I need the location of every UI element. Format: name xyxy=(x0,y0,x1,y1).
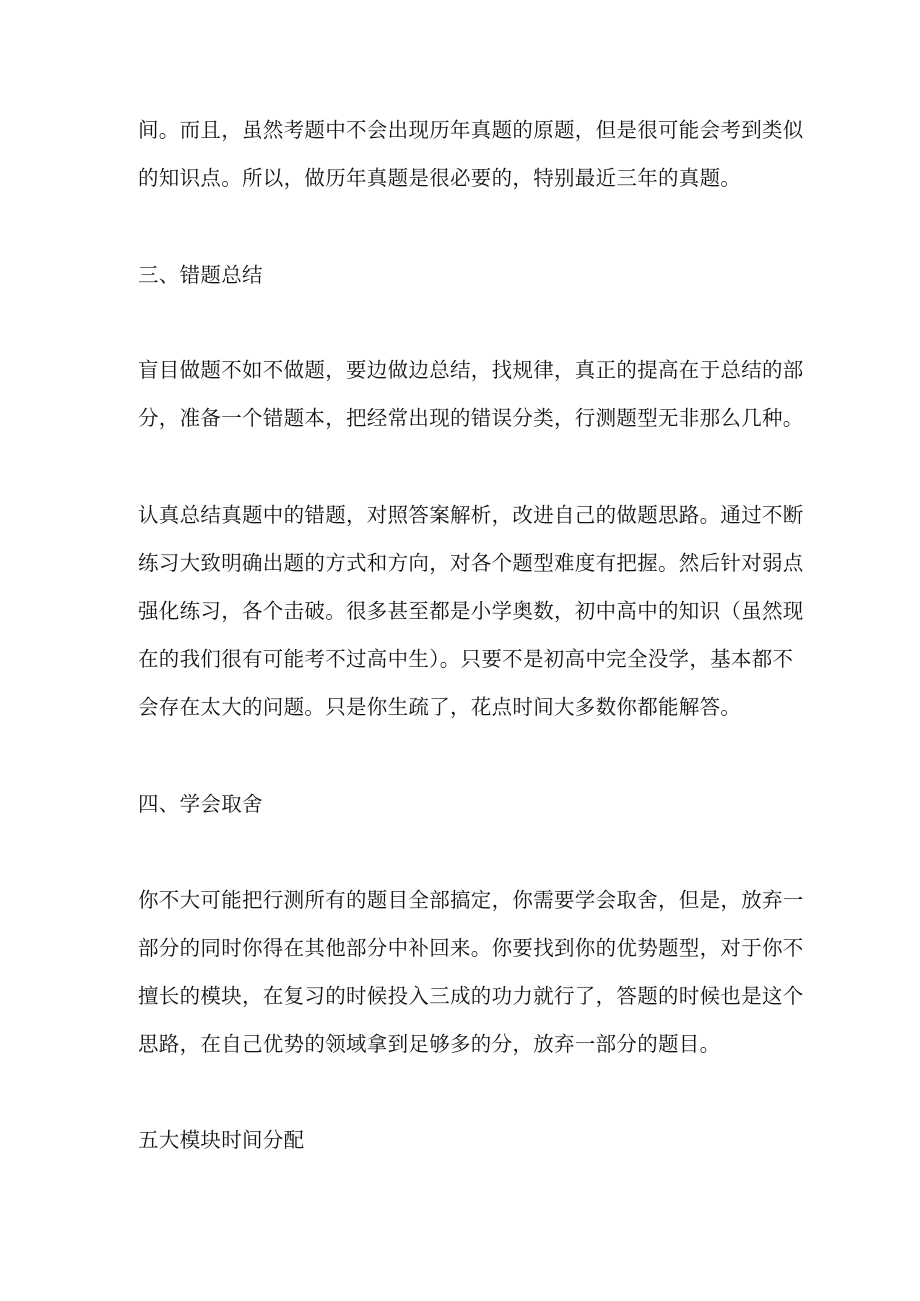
paragraph-line: 强化练习，各个击破。很多甚至都是小学奥数，初中高中的知识（虽然现 xyxy=(138,599,804,623)
paragraph-line: 部分的同时你得在其他部分中补回来。你要找到你的优势题型，对于你不 xyxy=(138,936,804,960)
paragraph-line: 练习大致明确出题的方式和方向，对各个题型难度有把握。然后针对弱点 xyxy=(138,551,804,575)
section-heading-5: 五大模块时间分配 xyxy=(138,1128,305,1152)
paragraph-line: 盲目做题不如不做题，要边做边总结，找规律，真正的提高在于总结的部 xyxy=(138,358,804,382)
paragraph-line: 分，准备一个错题本，把经常出现的错误分类，行测题型无非那么几种。 xyxy=(138,406,804,430)
paragraph-line: 会存在太大的问题。只是你生疏了，花点时间大多数你都能解答。 xyxy=(138,695,742,719)
section-heading-4: 四、学会取舍 xyxy=(138,792,263,816)
paragraph-line: 间。而且，虽然考题中不会出现历年真题的原题，但是很可能会考到类似 xyxy=(138,118,804,142)
paragraph-line: 思路，在自己优势的领域拿到足够多的分，放弃一部分的题目。 xyxy=(138,1032,721,1056)
paragraph-line: 认真总结真题中的错题，对照答案解析，改进自己的做题思路。通过不断 xyxy=(138,503,804,527)
section-heading-3: 三、错题总结 xyxy=(138,263,263,287)
paragraph-line: 你不大可能把行测所有的题目全部搞定，你需要学会取舍，但是，放弃一 xyxy=(138,888,804,912)
paragraph-line: 在的我们很有可能考不过高中生）。只要不是初高中完全没学，基本都不 xyxy=(138,647,794,671)
paragraph-line: 的知识点。所以，做历年真题是很必要的，特别最近三年的真题。 xyxy=(138,166,742,190)
paragraph-line: 擅长的模块，在复习的时候投入三成的功力就行了，答题的时候也是这个 xyxy=(138,984,804,1008)
